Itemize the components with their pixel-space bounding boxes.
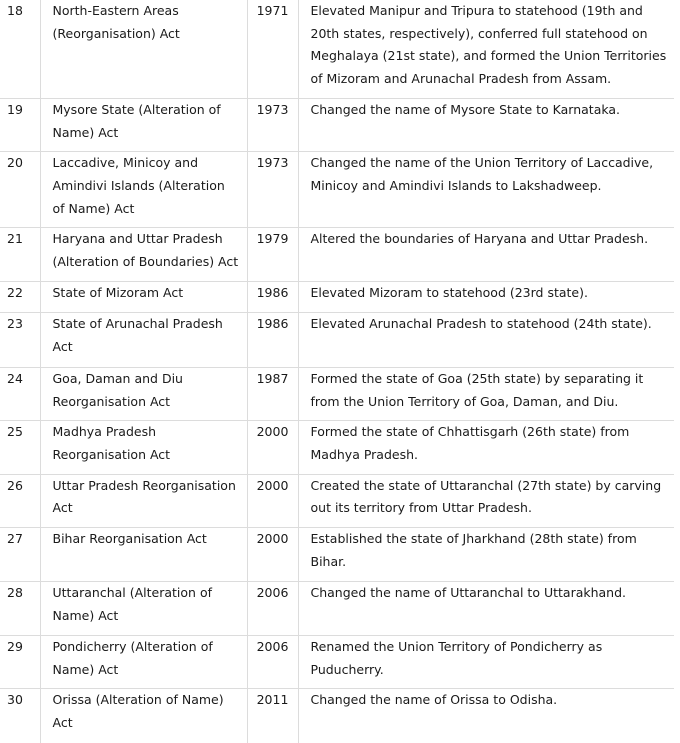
act-year: 2011 xyxy=(247,689,298,743)
row-number: 23 xyxy=(0,313,40,367)
act-name: Bihar Reorganisation Act xyxy=(40,528,247,582)
act-name: Pondicherry (Alteration of Name) Act xyxy=(40,635,247,688)
act-description: Elevated Manipur and Tripura to statehood (19th and 20th states, respectively), conferred full statehood on Meghalaya (21st state), and formed the Union Territories of Mizoram and Arunachal Pradesh from Assam. xyxy=(298,0,674,98)
act-year: 1986 xyxy=(247,313,298,367)
act-description: Changed the name of Mysore State to Karnataka. xyxy=(298,98,674,151)
row-number: 18 xyxy=(0,0,40,98)
act-year: 1973 xyxy=(247,98,298,151)
table-row xyxy=(0,98,674,151)
act-description: Formed the state of Chhattisgarh (26th state) from Madhya Pradesh. xyxy=(298,421,674,474)
act-year: 2000 xyxy=(247,528,298,582)
table-row xyxy=(0,0,674,98)
act-description: Changed the name of Uttaranchal to Uttarakhand. xyxy=(298,582,674,635)
act-description: Changed the name of Orissa to Odisha. xyxy=(298,689,674,743)
row-number: 28 xyxy=(0,582,40,635)
row-number: 22 xyxy=(0,281,40,313)
row-number: 25 xyxy=(0,421,40,474)
table-row xyxy=(0,635,674,688)
row-number: 26 xyxy=(0,474,40,527)
act-name: Mysore State (Alteration of Name) Act xyxy=(40,98,247,151)
act-year: 1979 xyxy=(247,228,298,281)
act-name: Orissa (Alteration of Name) Act xyxy=(40,689,247,743)
act-name: Madhya Pradesh Reorganisation Act xyxy=(40,421,247,474)
act-description: Changed the name of the Union Territory of Laccadive, Minicoy and Amindivi Islands to Lakshadweep. xyxy=(298,152,674,228)
table-row xyxy=(0,152,674,228)
act-name: Goa, Daman and Diu Reorganisation Act xyxy=(40,367,247,420)
act-year: 2006 xyxy=(247,582,298,635)
act-description: Created the state of Uttaranchal (27th state) by carving out its territory from Uttar Pradesh. xyxy=(298,474,674,527)
row-number: 30 xyxy=(0,689,40,743)
row-number: 24 xyxy=(0,367,40,420)
act-name: Haryana and Uttar Pradesh (Alteration of Boundaries) Act xyxy=(40,228,247,281)
act-year: 1987 xyxy=(247,367,298,420)
row-number: 19 xyxy=(0,98,40,151)
act-year: 2000 xyxy=(247,474,298,527)
act-year: 1986 xyxy=(247,281,298,313)
row-number: 20 xyxy=(0,152,40,228)
act-name: Laccadive, Minicoy and Amindivi Islands (Alteration of Name) Act xyxy=(40,152,247,228)
table-row xyxy=(0,474,674,527)
table-row xyxy=(0,582,674,635)
row-number: 29 xyxy=(0,635,40,688)
table-row xyxy=(0,313,674,367)
act-year: 2000 xyxy=(247,421,298,474)
act-description: Established the state of Jharkhand (28th state) from Bihar. xyxy=(298,528,674,582)
act-name: State of Mizoram Act xyxy=(40,281,247,313)
table-row xyxy=(0,228,674,281)
row-number: 27 xyxy=(0,528,40,582)
act-year: 1971 xyxy=(247,0,298,98)
act-name: State of Arunachal Pradesh Act xyxy=(40,313,247,367)
act-description: Renamed the Union Territory of Pondicherry as Puducherry. xyxy=(298,635,674,688)
act-name: North-Eastern Areas (Reorganisation) Act xyxy=(40,0,247,98)
table-row xyxy=(0,689,674,743)
act-description: Formed the state of Goa (25th state) by separating it from the Union Territory of Goa, Daman, and Diu. xyxy=(298,367,674,420)
table-row xyxy=(0,421,674,474)
row-number: 21 xyxy=(0,228,40,281)
act-description: Elevated Arunachal Pradesh to statehood (24th state). xyxy=(298,313,674,367)
act-description: Altered the boundaries of Haryana and Uttar Pradesh. xyxy=(298,228,674,281)
act-name: Uttaranchal (Alteration of Name) Act xyxy=(40,582,247,635)
act-year: 2006 xyxy=(247,635,298,688)
table-row xyxy=(0,528,674,582)
table-row xyxy=(0,367,674,420)
act-name: Uttar Pradesh Reorganisation Act xyxy=(40,474,247,527)
act-description: Elevated Mizoram to statehood (23rd state). xyxy=(298,281,674,313)
table-row xyxy=(0,281,674,313)
act-year: 1973 xyxy=(247,152,298,228)
